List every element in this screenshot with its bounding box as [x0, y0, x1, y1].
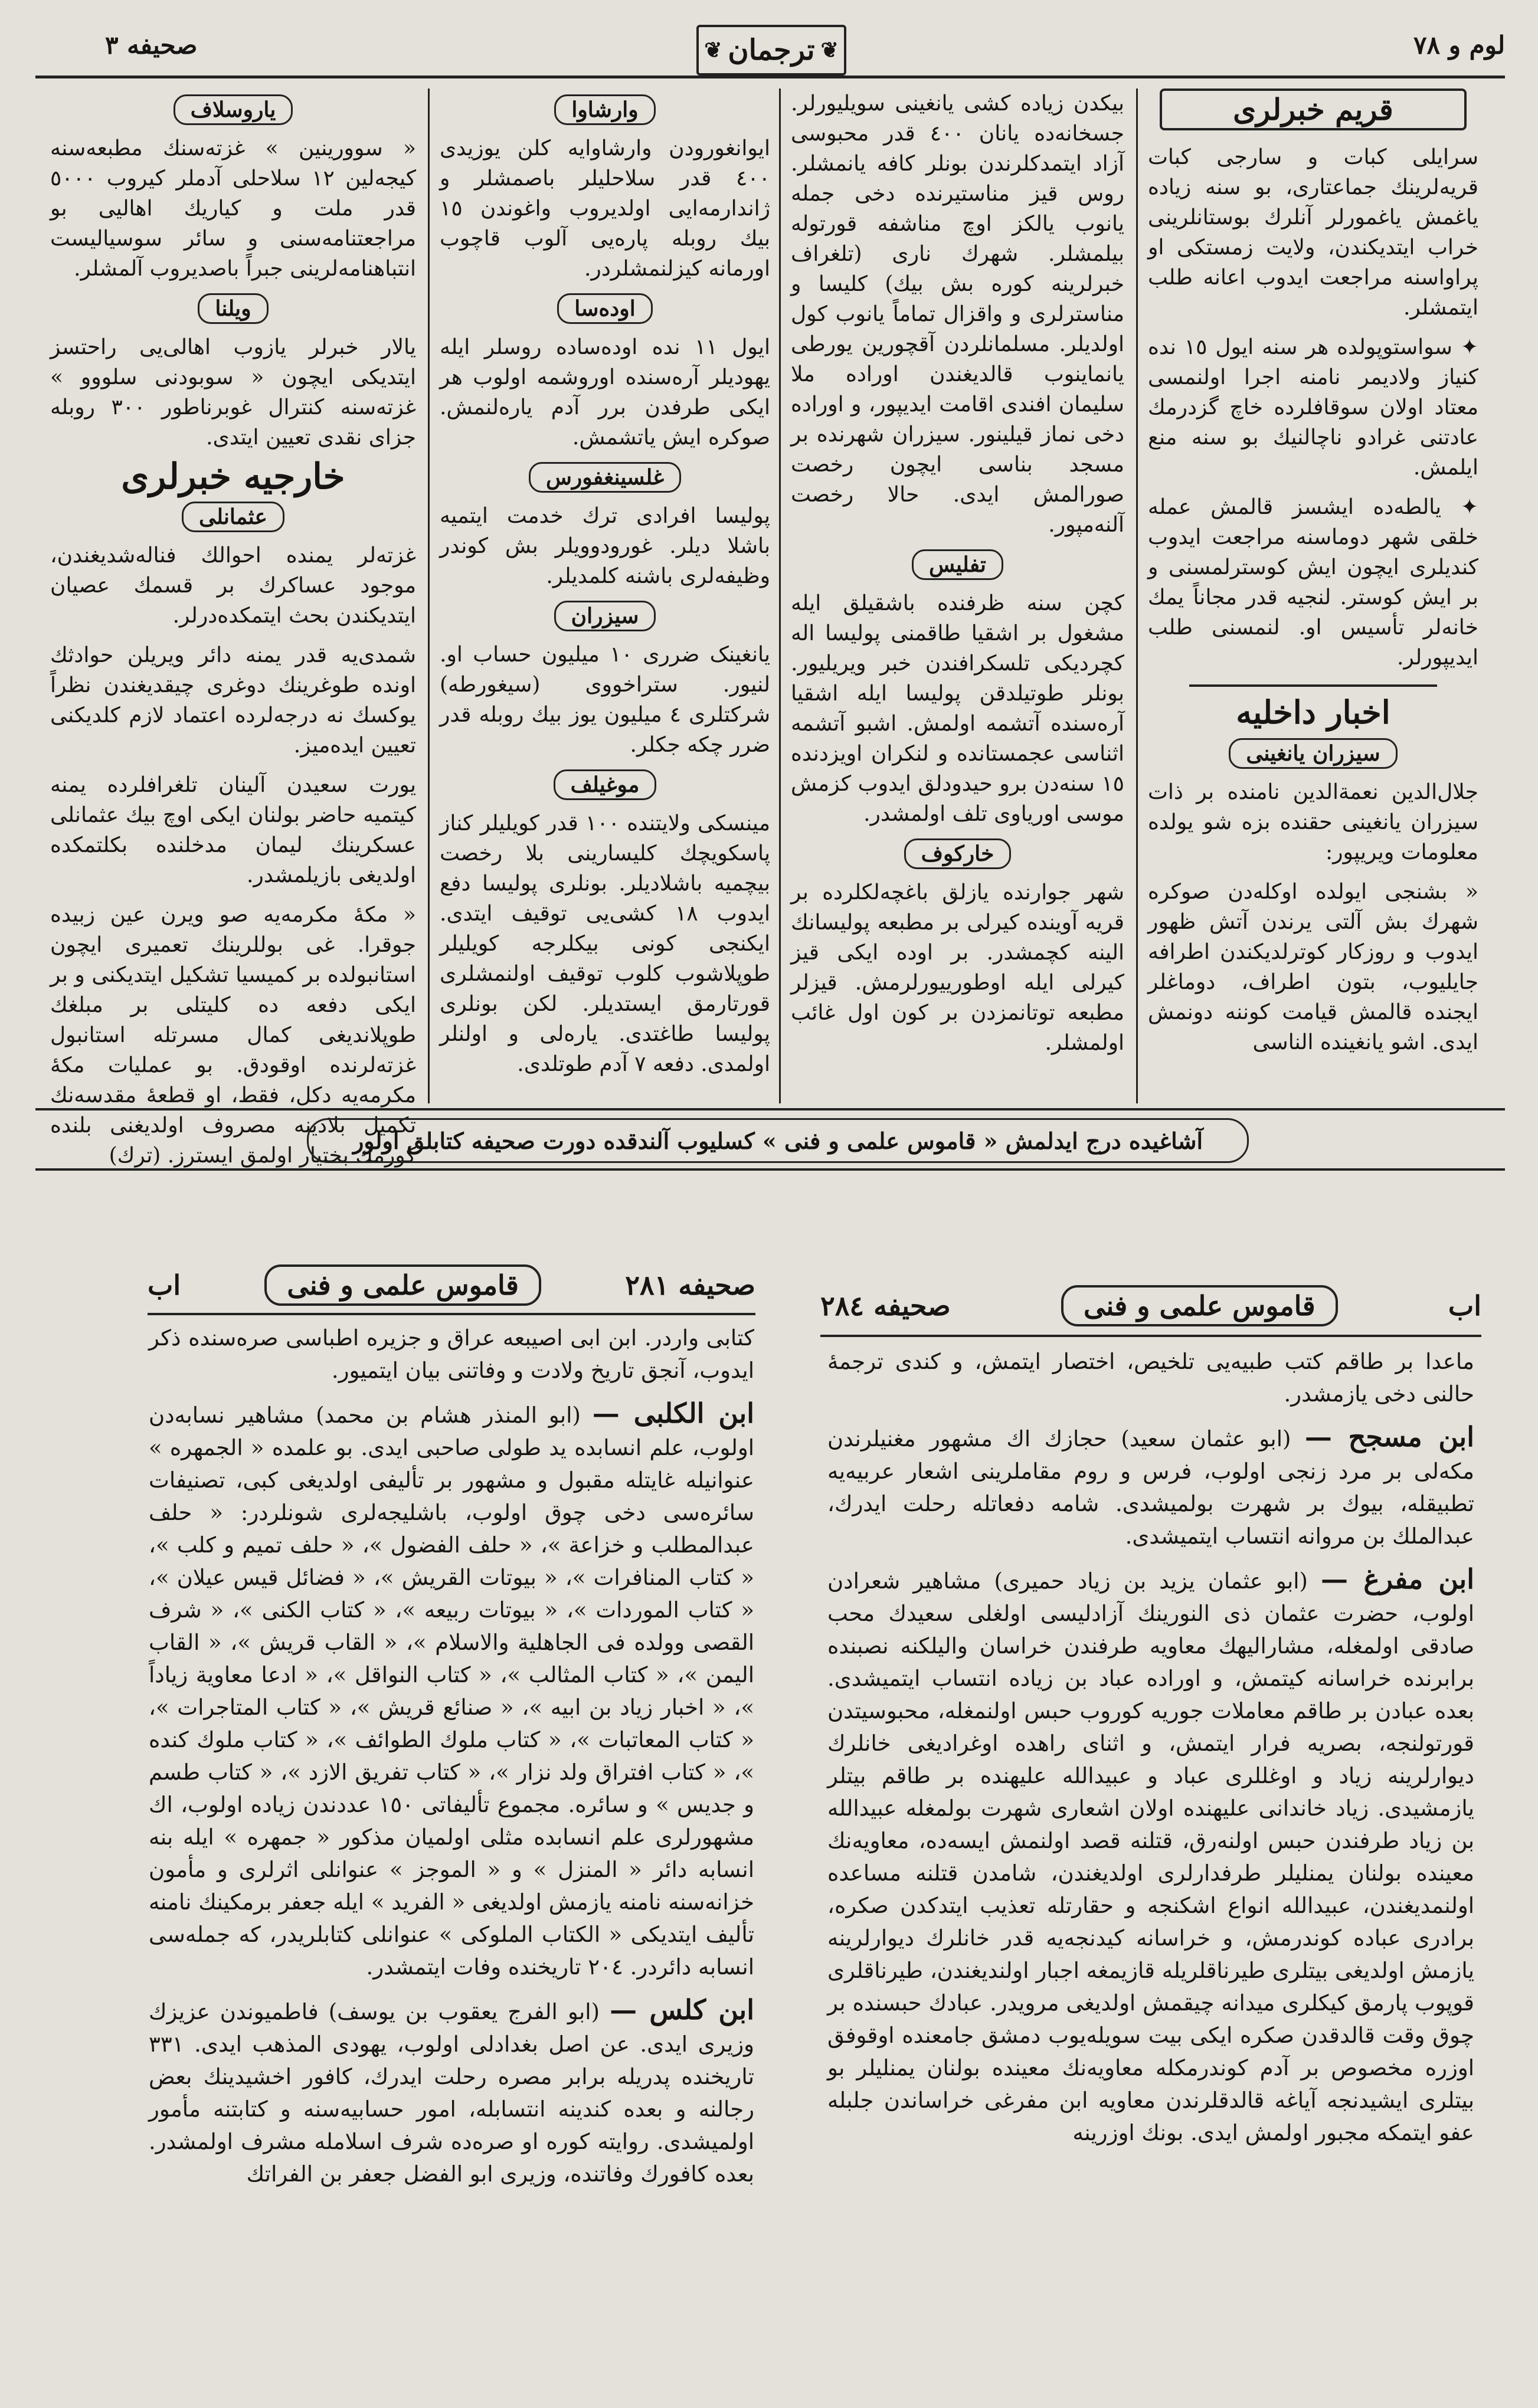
entry-title: ابن الکلبی — [592, 1397, 755, 1429]
news-paragraph: یانغینک ضرری ١٠ میلیون حساب او. لنیور. ستراخووی (سیغورطه) شرکتلری ٤ میلیون یوز بیك روبله قدر ضرر چکه جکلر. [440, 643, 770, 757]
news-paragraph: غزته‌لر یمنده احوالك فناله‌شدیغندن، موجود عساکرك بر قسمك عصیان ایتدیکندن بحث ایتمكده‌درلر. [50, 543, 416, 628]
subheading-odessa: اوده‌سا [440, 293, 770, 324]
subheading-yaroslavl: یاروسلاف [50, 94, 416, 125]
news-paragraph: ✦ سواستوپولده هر سنه ایول ١٥ نده کنیاز ولادیمر نامنه اجرا اولنمسی معتاد اولان سوقافلرده خاچ گزدرمك عادتنی غرادو ناچالنیك بو سنه منع ایلمش. [1148, 335, 1478, 480]
entry-title: ابن مسجح — [1304, 1421, 1474, 1453]
section-title-foreign: خارجیه خبرلری [121, 456, 345, 497]
news-paragraph: پولیسا افرادی ترك خدمت ایتمیه باشلا دیلر. غورودوویلر بش کوندر وظیفه‌لری باشنه کلمدیلر. [440, 504, 770, 588]
dictionary-letter: اب [1448, 1290, 1481, 1322]
section-title-domestic: اخبار داخلیه [1236, 693, 1390, 731]
section-divider [1189, 684, 1437, 687]
column-divider [428, 89, 430, 1103]
column-crimea-news [1142, 89, 1484, 1092]
dictionary-header-rule [820, 1335, 1481, 1337]
entry-subtitle: (ابو المنذر هشام بن محمد) مشاهیر نسابه‌دن اولوب، علم انسابده ید طولی صاحبی ایدی. [149, 1403, 755, 1460]
subheading-tiflis: تفلیس [791, 549, 1124, 580]
column-divider [1136, 89, 1138, 1103]
subheading-warsaw: وارشاوا [440, 94, 770, 125]
column-divider [779, 89, 781, 1103]
entry-title: ابن مفرغ — [1321, 1563, 1474, 1595]
dictionary-page-header-right [820, 1283, 1481, 1328]
header-divider [35, 76, 1505, 78]
page-number-label: صحیفه ٣ [105, 31, 198, 60]
news-paragraph: « مکهٔ مکرمه‌یه صو ویرن عین زبیده جوقرا. غی بوللرینك تعمیری ایچون استانبولده بر کمیسیا تشکیل ایتدیکنی و بر ایکی دفعه ده کلیتلی بر مبلغك طوپلاندیغی کمال مسرتله استانبول غزته‌لرنده اوقودق. بو عملیات مکهٔ مکرمه‌یه دکل، فقط، او قطعهٔ مقدسه‌نك تکمیل بلادینه مصروف اولدیغنی بلنده کورمك بختیار اولمق ایسترز. (ترك) [50, 903, 416, 1168]
column-2 [785, 89, 1130, 1103]
news-paragraph: شمدی‌یه قدر یمنه دائر ویریلن حوادثك اونده طوغرینك دوغری چیقدیغندن نظراً یوکسك نه درجه‌لرده اعتماد لازم کلدیکنی تعیین ایده‌میز. [50, 643, 416, 758]
ornament-icon: ❦ [820, 38, 839, 63]
subheading-vilna: ویلنا [50, 293, 416, 324]
entry-text: سعیدك محب صادقی اولمغله، مشارالیهك معاویه طرفندن خراسان والیلکنه نصبنده برابرنده خراسانه کیتمش، و اوراده عباد بن زیاده انتساب ایتمیشدی. بعده عبادن بر طاقم معاملات جوریه کوروب حبس اولنمغله، محبوسیتدن قورتولنجه، بصریه فرار ایتمش، و اثنای راهده اوغرادیغی خانلرك دیوارلرینه زیاد و اوغللری عباد و عبیدالله علیهنده بر طاقم بیتلر یازمشیدی. زیاد خاندانی علیهنده اولان اشعاری شهرت بولمغله عبیدالله بن زیاد طرفندن حبس اولنه‌رق، قتلنه قصد اولنمش ایسه‌ده، معاویه‌نك معینده بولنان یمنلیلر طرفدارلری اولدیغندن، شامدن قتلنه مساعده اولنمدیغندن، عبیدالله انواع اشکنجه و حقارتله تعذیب ایتدکدن صکره، برادری عباده کوندرمش، و خراسانه کیدنجه‌یه قدر خانلرك دیوارلرینه یازمش اولدیغی بیتلری طیرناقلریله قازیمغه اجبار اولندیغندن، طیرناقلری قوپوب پارمق کیکلری میدانه چیقمش اولدیغی مرویدر. عبادك حبسنده بر چوق وقت قالدقدن صکره ایکی بیت سویله‌یوب دمشق جامعنده اوقوفق اوزره مخصوص بر آدم کوندرمکله معاویه‌نك معینده بولنان یمنلیلر بو بیتلری ایشیدنجه آیاغه قالدقلرندن معاویه ابن مفرغی خراساندن جلبله عفو ایتمکه مجبور اولمش ایدی. بونك اوزرینه [827, 1601, 1474, 2145]
entry-text: بو علمده « الجمهره » عنوانیله غایتله مقبول و مشهور بر تألیفی اولدیغی کبی، تصنیفات سائره‌سی دخی چوق اولوب، باشلیجه‌لری شونلردر: « حلف عبدالمطلب و خزاعة »، « حلف الفضول »، « حلف تمیم و کلب »، « کتاب المنافرات »، « بیوتات القریش »، « فضائل قیس عیلان »، « کتاب الموردات »، « بیوتات ربیعه »، « کتاب الکنی »، « شرف القصی وولده فی الجاهلیة والاسلام »، « القاب قریش »، « القاب الیمن »، « کتاب المثالب »، « کتاب النواقل »، « ادعا معاویة زیاداً »، « اخبار زیاد بن ابیه »، « صنائع قریش »، « کتاب المتاجرات »، « کتاب المعاتبات »، « کتاب ملوك الطوائف »، « کتاب ملوك کنده »، « کتاب افتراق ولد نزار »، « کتاب تفریق الازد »، « کتاب طسم و جدیس » و سائره. مجموع تألیفاتی ١٥٠ عددندن زیاده اولوب، اك مشهورلری علم انسابده مثلی اولمیان مذکور « جمهره » ایله بنه انسابه دائر « المنزل » و « الموجز » عنوانلی اثرلری و مأمون خزانه‌سنه نامنه یازمش اولدیغی « الفرید » ایله جعفر برمکینك نامنه تألیف ایتدیکی « الکتاب الملوکی » عنوانلی کتابلریدر، که جمله‌سی انسابه دائردر. ٢٠٤ تاریخنده وفات ایتمشدر. [149, 1435, 754, 1980]
news-paragraph: بیکدن زیاده کشی یانغینی سویلیورلر. جسخانه‌ده یانان ٤٠٠ قدر محبوسی آزاد ایتمدکلرندن بونلر کافه یانمشلر. روس قیز مناستیرنده دخی جمله یانوب یالکز اوچ مناشفه قورتوله بیلمشلر. شهرك ناری (تلغراف خبرلرینه کوره بش بیك) کلیسا و مناسترلری و واقزال تماماً یانوب کول اولدیلر. مسلمانلردن آقچورین یورطی یانماینوب قالدیغندن اوراده ملا سلیمان افندی اقامت ایدیپور، و اوراده دخی نماز قیلینور. سیزران شهرنده بر مسجد بناسی ایچون رخصت صورالمش ایدی. حالا رخصت آلنه‌مپور. [791, 91, 1125, 537]
dictionary-title: قاموس علمی و فنی [264, 1264, 541, 1306]
dictionary-page-right [820, 1345, 1481, 2384]
dictionary-header-rule [148, 1313, 755, 1315]
subheading-ottoman: عثمانلی [50, 502, 416, 532]
news-paragraph: ✦ یالطه‌ده ایشسز قالمش عمله خلقی شهر دوماسنه مراجعت ایدوب کندیلری ایچون ایش کوسترلمسنی و بر ایش کوستر. لنجیه قدر مجاناً یمك خانه‌لر تأسیس او. لنمسنی طلب ایدیپورلر. [1148, 495, 1478, 670]
dictionary-entry [149, 1397, 754, 1983]
news-paragraph: ایول ١١ نده اوده‌ساده روسلر ایله یهودیلر آره‌سنده اوروشمه اولوب هر ایکی طرفدن برر آدم یاره‌لنمش. صوکره ایش یاتشمش. [440, 335, 771, 450]
subheading-kharkov: خارکوف [791, 838, 1124, 869]
section-title-crimea: قریم خبرلری [1160, 89, 1467, 130]
ornament-icon: ❦ [704, 38, 722, 63]
news-paragraph: یورت سعیدن آلینان تلغرافلرده یمنه کیتمیه حاضر بولنان ایکی اوچ بیك عثمانلی عسکرینك لیمان مدخلنده بکلتمکده اولدیغی بازیلمشدر. [50, 773, 416, 887]
masthead-title-box [696, 25, 846, 76]
banner-bottom-rule [35, 1168, 1505, 1171]
subheading-syzran: سیزران [440, 601, 770, 631]
news-paragraph: « سوورینین » غزته‌سنك مطبعه‌سنه کیجه‌لین ١٢ سلاحلی آدملر کیروب ٥٠٠٠ قدر ملت و کیاریك اهالیی بو مراجعتنامه‌سنی و سائر سوسیالیست انتباهنامه‌لرینی جبراً باصدیروب آلمشلر. [50, 136, 416, 281]
news-paragraph: کچن سنه ظرفنده باشقیلق ایله مشغول بر اشقیا طاقمنی پولیسا اله کچردیکی تلسکرافندن خبر ویریلیور. بونلر طوتیلدقن پولیسا ایله اشقیا آره‌سنده آتشمه اولمش. اشبو آتشمه اثناسی عجمستانده و لنکران اویزدنده ١٥ سنه‌دن برو حیدودلق ایدوب کزمش موسی اوریاوی تلف اولمشدر. [791, 591, 1124, 826]
news-paragraph: یالار خبرلر یازوب اهالی‌یی راحتسز ایتدیکی ایچون « سوبودنی سلووو » غزته‌سنه کنترال غوبرناطور ٣٠٠ روبله جزای نقدی تعیین ایتدی. [50, 335, 417, 450]
entry-subtitle: (ابو عثمان یزید بن زیاد حمیری) مشاهیر شعرادن اولوب، حضرت عثمان ذی النورینك آزادلیسی اولغلی [827, 1568, 1474, 1626]
news-paragraph: ایوانغورودن وارشاوایه کلن یوزیدی ٤٠٠ قدر سلاحلیلر باصمشلر و ژاندارمه‌ایی اولدیروب واغوندن ١٥ بیك روبله پاره‌یی آلوب قاچوب اورمانه کیزلنمشلردر. [440, 136, 770, 281]
dictionary-entry [827, 1421, 1474, 1552]
dictionary-entry [827, 1563, 1474, 2149]
column-3 [434, 89, 776, 1103]
subheading-helsinki: غلسینغفورس [440, 462, 770, 493]
dictionary-page-number: صحیفه ٢٨١ [625, 1269, 755, 1301]
subheading-mogilev: موغیلف [440, 769, 770, 800]
banner-top-rule [35, 1108, 1505, 1110]
dictionary-text: ماعدا بر طاقم کتب طبیه‌یی تلخیص، اختصار ایتمش، و کندی ترجمهٔ حالنی دخی یازمشدر. [827, 1349, 1474, 1407]
news-paragraph: شهر جوارنده یازلق باغچه‌لکلرده بر قریه آوینده کیرلی بر مطبعه پولیسانك الینه کچمشدر. بر اوده ایکی قیز کیرلی ایله اوطورییورلرمش. قیزلر مطبعه توتانمزدن بر کون اول غائب اولمشلر. [791, 880, 1124, 1055]
entry-title: ابن کلس — [610, 1994, 755, 2026]
dictionary-page-left [142, 1322, 761, 2366]
issue-label: لوم و ٧٨ [1413, 31, 1506, 60]
entry-text: عن اصل بغدادلی اولوب، یهودی المذهب ایدی. ٣٣١ تاریخنده پدریله برابر مصره رحلت ایدرك، کافور اخشیدینك بعض رجالنه و بعده کندینه انتسابله، امور حسابیه‌سنه و کتابتنه مأمور اولمیشدی. روایته کوره او صره‌ده شرف اسلامله مشرف اولمشدر. بعده کافورك وفاتنده، وزیری ابو الفضل جعفر بن الفراتك [149, 2032, 754, 2187]
entry-subtitle: (ابو الفرج یعقوب بن یوسف) فاطمیوندن عزیزك وزیری ایدی. [149, 1999, 755, 2057]
dictionary-letter: اب [148, 1269, 181, 1301]
subheading-syzran-fire: سیزران یانغینی [1148, 738, 1478, 769]
news-paragraph: مینسکی ولایتنده ١٠٠ قدر کویلیلر کناز پاسکویچك کلیسارینی بلا رخصت بیچمیه باشلادیلر. بونلری پولیسا دفع ایدوب ١٨ کشی‌یی توقیف ایتدی. ایکنجی کونی بیکلرجه کویلیلر طوپلاشوب کلوب توقیف اولنمشلری قورتارمق ایستدیلر. لکن بونلری پولیسا طاغتدی. یاره‌لی و اولنلر اولمدی. دفعه ٧ آدم طوتلدی. [440, 811, 770, 1076]
dictionary-entry [149, 1994, 754, 2190]
news-paragraph: سرایلی کبات و سارجی کبات قریه‌لرینك جماعتاری، بو سنه زیاده یاغمش یاغمورلر آنلرك بوستانلرینی خراب ایتدیکندن، ولایت زمستکی او پراواسنه مراجعت ایدوب اعانه طلب ایتمشلر. [1148, 145, 1478, 320]
entry-subtitle: (ابو عثمان سعید) حجازك اك مشهور مغنیلرندن [827, 1426, 1291, 1452]
news-paragraph: « بشنجی ایولده اوکله‌دن صوکره شهرك بش آلتی یرندن آتش ظهور ایدوب و روزکار کوترلدیکندن اطرافه جایلیوب، بتون اطراف، دوماغلر ایجنده قالمش قیامت کوننه دونمش ایدی. اشو یانغینده الناسی [1148, 880, 1478, 1054]
entry-text: مکه‌لی بر مرد زنجی اولوب، فرس و روم مقاملرینی اشعار عربیه‌یه تطبیقله، بیوك بر شهرت بولمیشدی. شامه دفعاتله رحلت ایدرك، عبدالملك بن مروانه انتساب ایتمیشدی. [827, 1459, 1474, 1549]
news-paragraph: جلال‌الدین نعمةالدین نامنده بر ذات سیزران یانغینی حقنده بزه شو یولده معلومات ویریپور: [1148, 780, 1478, 864]
masthead-title: ترجمان [728, 34, 815, 67]
dictionary-page-number: صحیفه ٢٨٤ [820, 1290, 951, 1322]
column-4 [44, 89, 422, 1168]
dictionary-title: قاموس علمی و فنی [1061, 1285, 1338, 1326]
dictionary-banner: آشاغیده درج ایدلمش « قاموس علمی و فنی » کسلیوب آلندقده دورت صحیفه کتابلق اولور [307, 1118, 1249, 1163]
dictionary-text: کتابی واردر. ابن ابی اصیبعه عراق و جزیره اطباسی صره‌سنده ذکر ایدوب، آنجق تاریخ ولادت و وفاتنی بیان ایتمیور. [149, 1325, 754, 1383]
dictionary-page-header-left [148, 1263, 755, 1308]
